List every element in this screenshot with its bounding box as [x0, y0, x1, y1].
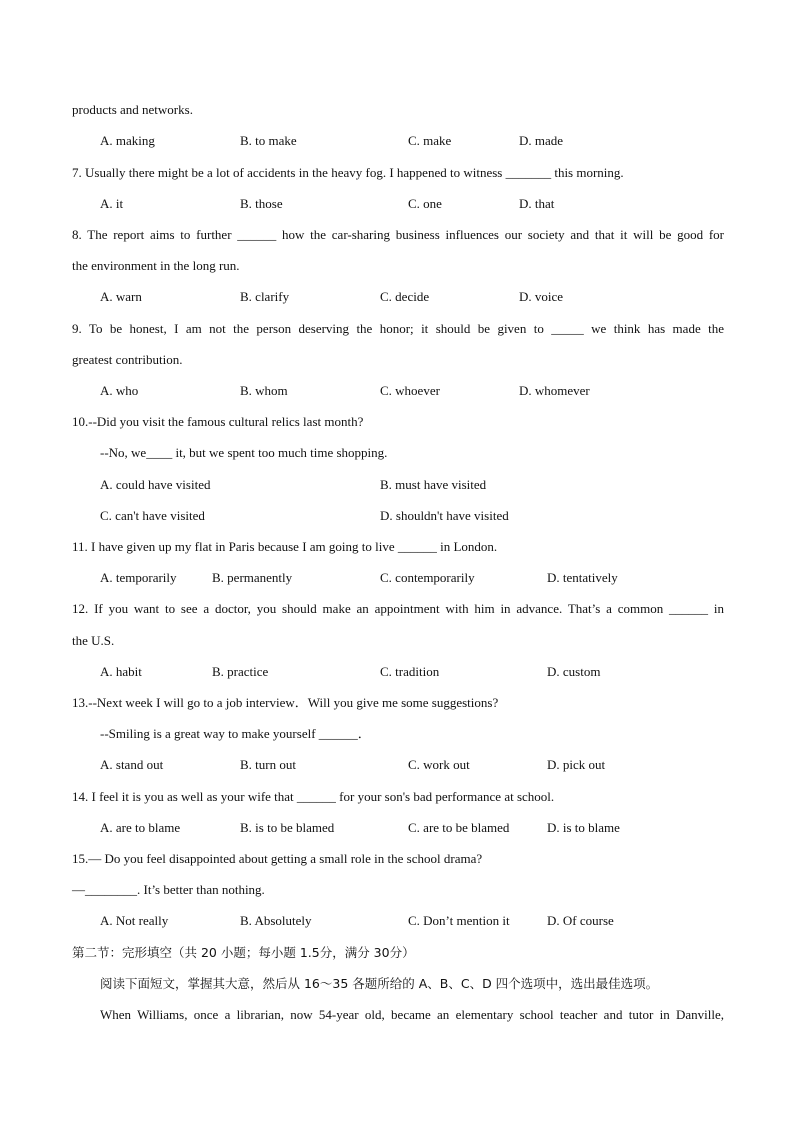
question-9-line-1: 9. To be honest, I am not the person deserving the honor; it should be given to _____ we think has made the: [72, 321, 724, 336]
question-6-tail: products and networks.: [72, 102, 193, 117]
question-8-line-2: the environment in the long run.: [72, 258, 240, 273]
q7-option-c: C. one: [408, 196, 442, 211]
question-9-line-2: greatest contribution.: [72, 352, 183, 367]
question-10-line-1: 10.--Did you visit the famous cultural relics last month?: [72, 414, 364, 429]
q12-option-a: A. habit: [100, 664, 142, 679]
q15-option-d: D. Of course: [547, 913, 614, 928]
q10-option-a: A. could have visited: [100, 477, 211, 492]
question-13-line-1: 13.--Next week I will go to a job interview．Will you give me some suggestions?: [72, 695, 499, 710]
q11-option-b: B. permanently: [212, 570, 293, 585]
q6-option-a: A. making: [100, 133, 155, 148]
q13-option-c: C. work out: [408, 757, 470, 772]
question-15-line-2: —________. It’s better than nothing.: [72, 882, 265, 897]
q8-option-b: B. clarify: [240, 289, 290, 304]
q7-option-b: B. those: [240, 196, 283, 211]
q9-option-a: A. who: [100, 383, 139, 398]
q12-option-c: C. tradition: [380, 664, 440, 679]
question-13-line-2: --Smiling is a great way to make yourself ______．: [100, 726, 371, 741]
q11-option-d: D. tentatively: [547, 570, 618, 585]
q13-option-b: B. turn out: [240, 757, 296, 772]
q11-option-a: A. temporarily: [100, 570, 177, 585]
q8-option-c: C. decide: [380, 289, 430, 304]
q12-option-b: B. practice: [212, 664, 269, 679]
q8-option-d: D. voice: [519, 289, 564, 304]
q13-option-d: D. pick out: [547, 757, 606, 772]
q15-option-a: A. Not really: [100, 913, 169, 928]
q15-option-b: B. Absolutely: [240, 913, 312, 928]
q6-option-c: C. make: [408, 133, 452, 148]
question-8-line-1: 8. The report aims to further ______ how the car-sharing business influences our society and that it will be good for: [72, 227, 724, 242]
q14-option-d: D. is to blame: [547, 820, 620, 835]
passage-first-line: When Williams, once a librarian, now 54-year old, became an elementary school teacher and tutor in Danville,: [100, 1007, 724, 1022]
question-10-line-2: --No, we____ it, but we spent too much time shopping.: [100, 445, 388, 460]
question-7: 7. Usually there might be a lot of accidents in the heavy fog. I happened to witness _______ this morning.: [72, 165, 624, 180]
q10-option-c: C. can't have visited: [100, 508, 205, 523]
q13-option-a: A. stand out: [100, 757, 164, 772]
q8-option-a: A. warn: [100, 289, 142, 304]
q11-option-c: C. contemporarily: [380, 570, 475, 585]
section-title: 第二节：完形填空（共 20 小题；每小题 1.5分，满分 30分）: [72, 945, 415, 960]
q14-option-a: A. are to blame: [100, 820, 181, 835]
question-15-line-1: 15.— Do you feel disappointed about getting a small role in the school drama?: [72, 851, 483, 866]
q14-option-b: B. is to be blamed: [240, 820, 335, 835]
q6-option-b: B. to make: [240, 133, 297, 148]
question-12-line-1: 12. If you want to see a doctor, you should make an appointment with him in advance. That’s a common ______ in: [72, 601, 724, 616]
q15-option-c: C. Don’t mention it: [408, 913, 510, 928]
q6-option-d: D. made: [519, 133, 564, 148]
q9-option-d: D. whomever: [519, 383, 590, 398]
section-instructions: 阅读下面短文，掌握其大意，然后从 16～35 各题所给的 A、B、C、D 四个选项中，选出最佳选项。: [100, 976, 659, 991]
question-12-line-2: the U.S.: [72, 633, 115, 648]
q12-option-d: D. custom: [547, 664, 601, 679]
q10-option-d: D. shouldn't have visited: [380, 508, 509, 523]
q7-option-d: D. that: [519, 196, 555, 211]
question-11: 11. I have given up my flat in Paris because I am going to live ______ in London.: [72, 539, 498, 554]
question-14: 14. I feel it is you as well as your wife that ______ for your son's bad performance at school.: [72, 789, 555, 804]
q10-option-b: B. must have visited: [380, 477, 487, 492]
q9-option-c: C. whoever: [380, 383, 440, 398]
q9-option-b: B. whom: [240, 383, 288, 398]
q7-option-a: A. it: [100, 196, 124, 211]
q14-option-c: C. are to be blamed: [408, 820, 510, 835]
